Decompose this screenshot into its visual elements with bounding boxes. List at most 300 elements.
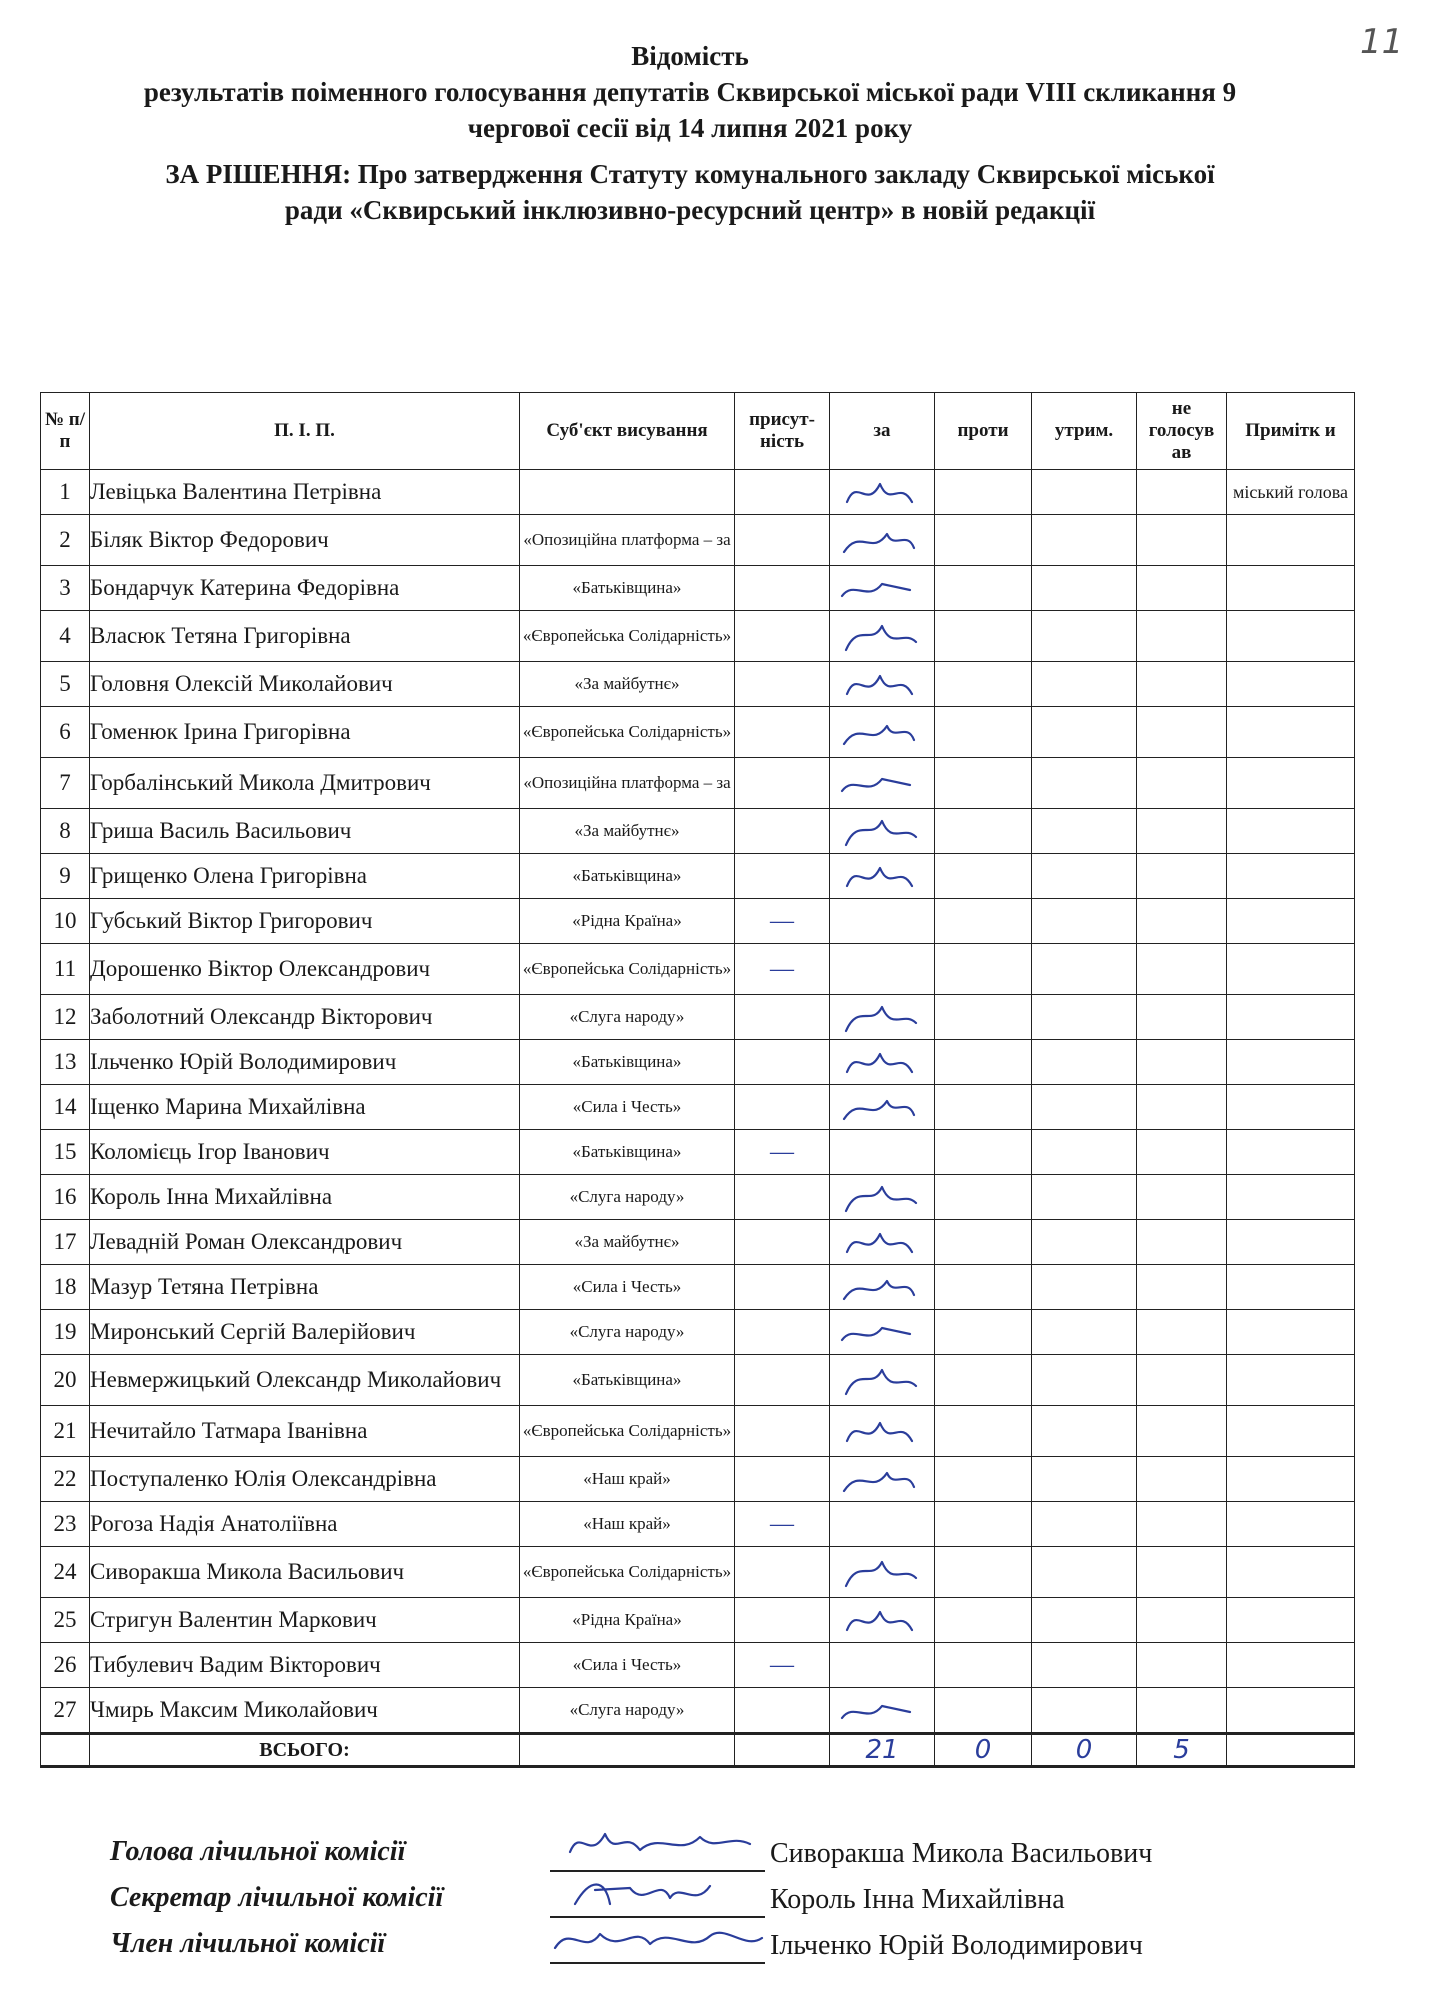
nominating-party: «Батьківщина» xyxy=(520,566,735,611)
signature xyxy=(832,616,932,656)
presence-mark xyxy=(735,809,830,854)
presence-mark xyxy=(735,611,830,662)
nominating-party: «Сила і Честь» xyxy=(520,1265,735,1310)
signature xyxy=(832,1411,932,1451)
signature xyxy=(832,1267,932,1307)
vote-none-cell xyxy=(1137,1547,1227,1598)
deputy-name: Тибулевич Вадим Вікторович xyxy=(90,1643,520,1688)
signature xyxy=(832,568,932,608)
presence-mark xyxy=(735,1598,830,1643)
signature xyxy=(832,1459,932,1499)
row-number: 22 xyxy=(41,1457,90,1502)
nominating-party: «Батьківщина» xyxy=(520,1355,735,1406)
deputy-name: Стригун Валентин Маркович xyxy=(90,1598,520,1643)
vote-abstain-cell xyxy=(1032,707,1137,758)
vote-against-cell xyxy=(935,1688,1032,1734)
vote-against-cell xyxy=(935,944,1032,995)
vote-for-cell xyxy=(830,1175,935,1220)
presence-mark xyxy=(735,515,830,566)
table-row xyxy=(41,1406,1355,1457)
table-row xyxy=(41,1220,1355,1265)
nominating-party xyxy=(520,470,735,515)
document-header xyxy=(40,38,1340,228)
row-note xyxy=(1227,758,1355,809)
row-number: 12 xyxy=(41,995,90,1040)
vote-abstain-cell xyxy=(1032,1643,1137,1688)
presence-mark xyxy=(735,1085,830,1130)
deputy-name: Горбалінський Микола Дмитрович xyxy=(90,758,520,809)
row-number: 18 xyxy=(41,1265,90,1310)
vote-abstain-cell xyxy=(1032,899,1137,944)
nominating-party: «Батьківщина» xyxy=(520,854,735,899)
deputy-name: Коломієць Ігор Іванович xyxy=(90,1130,520,1175)
vote-none-cell xyxy=(1137,1220,1227,1265)
row-note xyxy=(1227,1175,1355,1220)
signature xyxy=(832,1690,932,1730)
vote-against-cell xyxy=(935,899,1032,944)
nominating-party: «Опозиційна платформа – за xyxy=(520,758,735,809)
presence-mark xyxy=(735,1220,830,1265)
signature xyxy=(832,1312,932,1352)
deputy-name: Рогоза Надія Анатоліївна xyxy=(90,1502,520,1547)
vote-for-cell xyxy=(830,758,935,809)
vote-for-cell xyxy=(830,1310,935,1355)
vote-abstain-cell xyxy=(1032,1040,1137,1085)
vote-against-cell xyxy=(935,611,1032,662)
deputy-name: Власюк Тетяна Григорівна xyxy=(90,611,520,662)
vote-none-cell xyxy=(1137,1265,1227,1310)
row-number: 27 xyxy=(41,1688,90,1734)
vote-against-cell xyxy=(935,1220,1032,1265)
footer-role: Секретар лічильної комісії xyxy=(110,1882,444,1913)
deputy-name: Поступаленко Юлія Олександрівна xyxy=(90,1457,520,1502)
table-header-row xyxy=(41,393,1355,470)
footer-name: Король Інна Михайлівна xyxy=(770,1884,1065,1915)
presence-mark xyxy=(735,1355,830,1406)
table-row xyxy=(41,1130,1355,1175)
row-note xyxy=(1227,1265,1355,1310)
table-row xyxy=(41,1265,1355,1310)
vote-abstain-cell xyxy=(1032,1130,1137,1175)
doc-title: Відомість xyxy=(631,41,749,71)
signature xyxy=(832,997,932,1037)
vote-none-cell xyxy=(1137,1130,1227,1175)
vote-abstain-cell xyxy=(1032,515,1137,566)
table-row xyxy=(41,1040,1355,1085)
nominating-party: «Батьківщина» xyxy=(520,1130,735,1175)
vote-for-cell xyxy=(830,1220,935,1265)
table-row xyxy=(41,995,1355,1040)
vote-for-cell xyxy=(830,1130,935,1175)
row-note: міський голова xyxy=(1227,470,1355,515)
footer-row-member xyxy=(110,1928,1210,1974)
row-note xyxy=(1227,1040,1355,1085)
vote-none-cell xyxy=(1137,1040,1227,1085)
nominating-party: «За майбутнє» xyxy=(520,662,735,707)
vote-against-cell xyxy=(935,515,1032,566)
row-number: 21 xyxy=(41,1406,90,1457)
vote-abstain-cell xyxy=(1032,1457,1137,1502)
presence-mark xyxy=(735,566,830,611)
table-row xyxy=(41,758,1355,809)
vote-against-cell xyxy=(935,1355,1032,1406)
vote-none-cell xyxy=(1137,995,1227,1040)
nominating-party: «Європейська Солідарність» xyxy=(520,1406,735,1457)
deputy-name: Ільченко Юрій Володимирович xyxy=(90,1040,520,1085)
row-note xyxy=(1227,1310,1355,1355)
vote-for-cell xyxy=(830,809,935,854)
vote-for-cell xyxy=(830,1457,935,1502)
vote-none-cell xyxy=(1137,944,1227,995)
col-header-za: за xyxy=(830,393,935,470)
vote-abstain-cell xyxy=(1032,1310,1137,1355)
vote-against-cell xyxy=(935,995,1032,1040)
vote-abstain-cell xyxy=(1032,854,1137,899)
presence-mark xyxy=(735,1175,830,1220)
presence-mark xyxy=(735,1457,830,1502)
row-number: 26 xyxy=(41,1643,90,1688)
vote-against-cell xyxy=(935,1130,1032,1175)
vote-abstain-cell xyxy=(1032,995,1137,1040)
decision-title-2: ради «Сквирський інклюзивно-ресурсний центр» в новій редакції xyxy=(284,195,1096,225)
row-number: 2 xyxy=(41,515,90,566)
vote-none-cell xyxy=(1137,1688,1227,1734)
row-note xyxy=(1227,1643,1355,1688)
nominating-party: «Слуга народу» xyxy=(520,1310,735,1355)
col-header-note: Примітк и xyxy=(1227,393,1355,470)
row-number: 19 xyxy=(41,1310,90,1355)
presence-mark xyxy=(735,758,830,809)
presence-mark: — xyxy=(735,1643,830,1688)
vote-none-cell xyxy=(1137,899,1227,944)
table-row xyxy=(41,470,1355,515)
vote-for-cell xyxy=(830,470,935,515)
table-row xyxy=(41,1355,1355,1406)
row-number: 23 xyxy=(41,1502,90,1547)
presence-mark xyxy=(735,1688,830,1734)
presence-mark: — xyxy=(735,1502,830,1547)
nominating-party: «Слуга народу» xyxy=(520,1688,735,1734)
deputy-name: Нечитайло Татмара Іванівна xyxy=(90,1406,520,1457)
deputy-name: Сиворакша Микола Васильович xyxy=(90,1547,520,1598)
row-number: 9 xyxy=(41,854,90,899)
presence-mark xyxy=(735,470,830,515)
vote-none-cell xyxy=(1137,809,1227,854)
deputy-name: Біляк Віктор Федорович xyxy=(90,515,520,566)
presence-mark xyxy=(735,707,830,758)
vote-against-cell xyxy=(935,1265,1032,1310)
vote-against-cell xyxy=(935,809,1032,854)
row-number: 15 xyxy=(41,1130,90,1175)
signature xyxy=(832,1087,932,1127)
nominating-party: «Європейська Солідарність» xyxy=(520,1547,735,1598)
vote-none-cell xyxy=(1137,758,1227,809)
vote-abstain-cell xyxy=(1032,662,1137,707)
row-number: 20 xyxy=(41,1355,90,1406)
deputy-name: Чмирь Максим Миколайович xyxy=(90,1688,520,1734)
vote-for-cell xyxy=(830,611,935,662)
nominating-party: «Опозиційна платформа – за xyxy=(520,515,735,566)
vote-for-cell xyxy=(830,854,935,899)
vote-against-cell xyxy=(935,470,1032,515)
footer-name: Ільченко Юрій Володимирович xyxy=(770,1930,1143,1961)
nominating-party: «Європейська Солідарність» xyxy=(520,707,735,758)
table-row xyxy=(41,1598,1355,1643)
col-header-name: П. І. П. xyxy=(90,393,520,470)
row-number: 5 xyxy=(41,662,90,707)
deputy-name: Левадній Роман Олександрович xyxy=(90,1220,520,1265)
signature xyxy=(832,1177,932,1217)
row-note xyxy=(1227,1406,1355,1457)
table-row xyxy=(41,1085,1355,1130)
vote-none-cell xyxy=(1137,1406,1227,1457)
row-number: 13 xyxy=(41,1040,90,1085)
total-proty: 0 xyxy=(935,1734,1032,1767)
presence-mark: — xyxy=(735,944,830,995)
col-header-utrym: утрим. xyxy=(1032,393,1137,470)
col-header-num: № п/п xyxy=(41,393,90,470)
deputy-name: Головня Олексій Миколайович xyxy=(90,662,520,707)
nominating-party: «Рідна Країна» xyxy=(520,899,735,944)
vote-none-cell xyxy=(1137,1310,1227,1355)
deputy-name: Невмержицький Олександр Миколайович xyxy=(90,1355,520,1406)
table-row xyxy=(41,1688,1355,1734)
nominating-party: «Слуга народу» xyxy=(520,1175,735,1220)
vote-for-cell xyxy=(830,1502,935,1547)
vote-abstain-cell xyxy=(1032,758,1137,809)
vote-for-cell xyxy=(830,566,935,611)
table-row xyxy=(41,1310,1355,1355)
nominating-party: «Європейська Солідарність» xyxy=(520,944,735,995)
row-note xyxy=(1227,566,1355,611)
table-row xyxy=(41,515,1355,566)
nominating-party: «Сила і Честь» xyxy=(520,1085,735,1130)
vote-against-cell xyxy=(935,1457,1032,1502)
row-number: 14 xyxy=(41,1085,90,1130)
vote-against-cell xyxy=(935,1502,1032,1547)
row-note xyxy=(1227,854,1355,899)
vote-for-cell xyxy=(830,662,935,707)
nominating-party: «Слуга народу» xyxy=(520,995,735,1040)
vote-none-cell xyxy=(1137,707,1227,758)
presence-mark xyxy=(735,1310,830,1355)
vote-against-cell xyxy=(935,1598,1032,1643)
table-row xyxy=(41,1643,1355,1688)
deputy-name: Губський Віктор Григорович xyxy=(90,899,520,944)
signature xyxy=(832,1552,932,1592)
vote-for-cell xyxy=(830,944,935,995)
vote-for-cell xyxy=(830,1547,935,1598)
doc-subtitle-2: чергової сесії від 14 липня 2021 року xyxy=(467,113,913,143)
col-header-present: присут-ність xyxy=(735,393,830,470)
row-note xyxy=(1227,1547,1355,1598)
nominating-party: «Європейська Солідарність» xyxy=(520,611,735,662)
table-row xyxy=(41,1547,1355,1598)
signature xyxy=(832,763,932,803)
deputy-name: Грищенко Олена Григорівна xyxy=(90,854,520,899)
presence-mark xyxy=(735,1265,830,1310)
total-utrym: 0 xyxy=(1032,1734,1137,1767)
vote-for-cell xyxy=(830,707,935,758)
vote-none-cell xyxy=(1137,1643,1227,1688)
row-note xyxy=(1227,1130,1355,1175)
member-signature xyxy=(550,1914,765,1962)
vote-none-cell xyxy=(1137,515,1227,566)
row-note xyxy=(1227,1355,1355,1406)
deputy-name: Мазур Тетяна Петрівна xyxy=(90,1265,520,1310)
vote-for-cell xyxy=(830,515,935,566)
presence-mark xyxy=(735,1547,830,1598)
presence-mark xyxy=(735,854,830,899)
secretary-signature xyxy=(550,1868,765,1916)
vote-against-cell xyxy=(935,1547,1032,1598)
total-ne-golos: 5 xyxy=(1137,1734,1227,1767)
signature xyxy=(832,664,932,704)
row-number: 1 xyxy=(41,470,90,515)
footer-role: Голова лічильної комісії xyxy=(110,1836,406,1867)
vote-none-cell xyxy=(1137,566,1227,611)
row-number: 4 xyxy=(41,611,90,662)
row-note xyxy=(1227,1502,1355,1547)
row-number: 25 xyxy=(41,1598,90,1643)
signature xyxy=(832,856,932,896)
vote-none-cell xyxy=(1137,662,1227,707)
row-number: 24 xyxy=(41,1547,90,1598)
vote-none-cell xyxy=(1137,854,1227,899)
vote-none-cell xyxy=(1137,1085,1227,1130)
nominating-party: «Наш край» xyxy=(520,1502,735,1547)
vote-for-cell xyxy=(830,1643,935,1688)
table-row xyxy=(41,854,1355,899)
row-number: 10 xyxy=(41,899,90,944)
row-number: 11 xyxy=(41,944,90,995)
footer-name: Сиворакша Микола Васильович xyxy=(770,1838,1153,1869)
presence-mark xyxy=(735,1406,830,1457)
vote-for-cell xyxy=(830,1085,935,1130)
vote-for-cell xyxy=(830,1598,935,1643)
presence-mark: — xyxy=(735,899,830,944)
vote-against-cell xyxy=(935,758,1032,809)
footer-signature-line xyxy=(550,1962,765,1964)
presence-mark: — xyxy=(735,1130,830,1175)
vote-abstain-cell xyxy=(1032,944,1137,995)
vote-against-cell xyxy=(935,854,1032,899)
row-note xyxy=(1227,515,1355,566)
deputy-name: Король Інна Михайлівна xyxy=(90,1175,520,1220)
vote-abstain-cell xyxy=(1032,1406,1137,1457)
nominating-party: «За майбутнє» xyxy=(520,809,735,854)
table-row xyxy=(41,662,1355,707)
vote-for-cell xyxy=(830,1355,935,1406)
vote-abstain-cell xyxy=(1032,1265,1137,1310)
table-row xyxy=(41,899,1355,944)
col-header-ne-golos: не голосув ав xyxy=(1137,393,1227,470)
vote-for-cell xyxy=(830,899,935,944)
signature xyxy=(832,472,932,512)
vote-abstain-cell xyxy=(1032,1688,1137,1734)
chair-signature xyxy=(550,1822,765,1870)
decision-title-1: ЗА РІШЕННЯ: Про затвердження Статуту комунального закладу Сквирської міської xyxy=(165,159,1215,189)
table-row xyxy=(41,566,1355,611)
table-row xyxy=(41,611,1355,662)
row-number: 7 xyxy=(41,758,90,809)
deputy-name: Миронський Сергій Валерійович xyxy=(90,1310,520,1355)
row-number: 8 xyxy=(41,809,90,854)
vote-abstain-cell xyxy=(1032,1547,1137,1598)
nominating-party: «Наш край» xyxy=(520,1457,735,1502)
row-note xyxy=(1227,899,1355,944)
col-header-party: Суб'єкт висування xyxy=(520,393,735,470)
nominating-party: «Рідна Країна» xyxy=(520,1598,735,1643)
vote-for-cell xyxy=(830,1040,935,1085)
vote-against-cell xyxy=(935,1310,1032,1355)
col-header-proty: проти xyxy=(935,393,1032,470)
row-note xyxy=(1227,1457,1355,1502)
deputy-name: Іщенко Марина Михайлівна xyxy=(90,1085,520,1130)
vote-against-cell xyxy=(935,1175,1032,1220)
doc-subtitle-1: результатів поіменного голосування депутатів Сквирської міської ради VIII скликання 9 xyxy=(143,77,1237,107)
vote-against-cell xyxy=(935,566,1032,611)
row-note xyxy=(1227,611,1355,662)
voting-table xyxy=(40,392,1355,1768)
presence-mark xyxy=(735,1040,830,1085)
footer-role: Член лічильної комісії xyxy=(110,1928,386,1959)
row-note xyxy=(1227,1688,1355,1734)
nominating-party: «Сила і Честь» xyxy=(520,1643,735,1688)
vote-for-cell xyxy=(830,1406,935,1457)
row-note xyxy=(1227,1220,1355,1265)
deputy-name: Бондарчук Катерина Федорівна xyxy=(90,566,520,611)
vote-against-cell xyxy=(935,1085,1032,1130)
vote-against-cell xyxy=(935,707,1032,758)
row-note xyxy=(1227,707,1355,758)
row-note xyxy=(1227,662,1355,707)
row-note xyxy=(1227,944,1355,995)
signature xyxy=(832,712,932,752)
vote-for-cell xyxy=(830,1688,935,1734)
deputy-name: Дорошенко Віктор Олександрович xyxy=(90,944,520,995)
presence-mark xyxy=(735,995,830,1040)
total-za: 21 xyxy=(830,1734,935,1767)
table-row xyxy=(41,707,1355,758)
signature xyxy=(832,1222,932,1262)
vote-abstain-cell xyxy=(1032,1175,1137,1220)
signature xyxy=(832,1042,932,1082)
vote-none-cell xyxy=(1137,470,1227,515)
vote-against-cell xyxy=(935,1643,1032,1688)
vote-abstain-cell xyxy=(1032,1085,1137,1130)
page-number: 11 xyxy=(1360,22,1404,62)
deputy-name: Гоменюк Ірина Григорівна xyxy=(90,707,520,758)
vote-abstain-cell xyxy=(1032,566,1137,611)
vote-abstain-cell xyxy=(1032,1220,1137,1265)
table-row xyxy=(41,944,1355,995)
nominating-party: «Батьківщина» xyxy=(520,1040,735,1085)
deputy-name: Гриша Василь Васильович xyxy=(90,809,520,854)
vote-against-cell xyxy=(935,662,1032,707)
vote-none-cell xyxy=(1137,1355,1227,1406)
row-number: 6 xyxy=(41,707,90,758)
vote-none-cell xyxy=(1137,1457,1227,1502)
vote-against-cell xyxy=(935,1040,1032,1085)
row-note xyxy=(1227,809,1355,854)
table-row xyxy=(41,1175,1355,1220)
vote-abstain-cell xyxy=(1032,611,1137,662)
row-note xyxy=(1227,995,1355,1040)
row-number: 17 xyxy=(41,1220,90,1265)
vote-none-cell xyxy=(1137,611,1227,662)
signature xyxy=(832,520,932,560)
